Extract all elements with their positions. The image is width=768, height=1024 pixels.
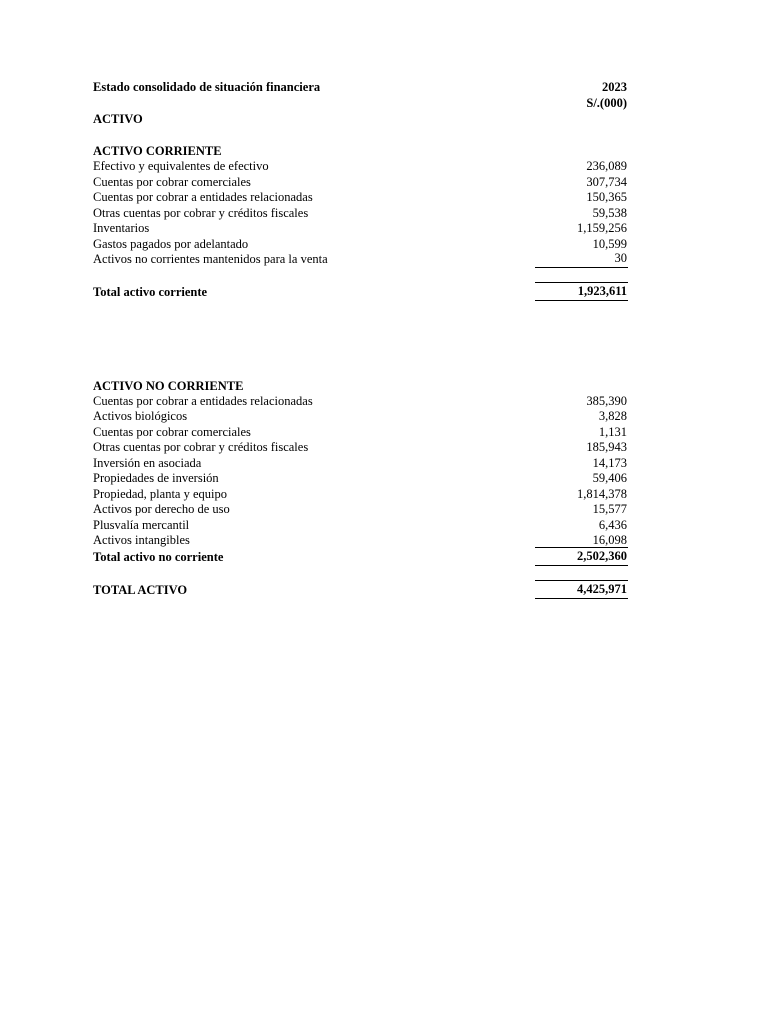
row-value: 3,828 [598, 409, 627, 423]
row-label: Propiedades de inversión [93, 471, 219, 485]
row-label: Efectivo y equivalentes de efectivo [93, 159, 269, 173]
table-row [93, 425, 628, 441]
grand-total-row [93, 582, 628, 599]
row-value: 15,577 [592, 502, 627, 516]
row-label: Activos por derecho de uso [93, 502, 230, 516]
table-row [93, 487, 628, 503]
row-value: 30 [535, 251, 628, 268]
table-row [93, 159, 628, 175]
table-row [93, 502, 628, 518]
noncurrent-assets-total-label: Total activo no corriente [93, 549, 224, 564]
row-value: 16,098 [592, 533, 627, 547]
row-value: 10,599 [592, 236, 627, 251]
statement-title: Estado consolidado de situación financiera [93, 80, 321, 94]
current-assets-rows [93, 159, 628, 268]
row-value: 1,814,378 [577, 486, 627, 501]
noncurrent-assets-heading: ACTIVO NO CORRIENTE [93, 378, 244, 393]
row-label: Activos no corrientes mantenidos para la venta [93, 252, 328, 266]
row-value: 150,365 [586, 190, 627, 204]
statement-unit-row [93, 96, 628, 112]
grand-total-label: TOTAL ACTIVO [93, 582, 188, 597]
row-label: Inversión en asociada [93, 455, 202, 470]
table-row [93, 190, 628, 206]
noncurrent-assets-total-value: 2,502,360 [535, 547, 628, 566]
financial-statement [93, 80, 628, 599]
row-value: 307,734 [586, 174, 627, 189]
statement-title-row [93, 80, 628, 96]
noncurrent-assets-rows [93, 394, 628, 549]
row-value: 14,173 [592, 455, 627, 470]
table-row [93, 518, 628, 534]
row-value: 1,131 [598, 424, 627, 439]
row-label: Propiedad, planta y equipo [93, 486, 227, 501]
table-row [93, 221, 628, 237]
noncurrent-assets-heading-row [93, 378, 628, 394]
table-row [93, 394, 628, 410]
row-label: Inventarios [93, 221, 150, 235]
table-row [93, 440, 628, 456]
row-label: Otras cuentas por cobrar y créditos fiscales [93, 440, 309, 454]
row-label: Plusvalía mercantil [93, 517, 190, 532]
row-value: 59,406 [592, 471, 627, 485]
row-value: 1,159,256 [577, 221, 627, 235]
current-assets-heading: ACTIVO CORRIENTE [93, 144, 222, 158]
row-label: Cuentas por cobrar a entidades relacionadas [93, 190, 313, 204]
row-value: 236,089 [586, 159, 627, 173]
row-value: 6,436 [598, 517, 627, 532]
row-label: Cuentas por cobrar a entidades relacionadas [93, 393, 313, 408]
current-assets-total-row [93, 284, 628, 301]
table-row [93, 237, 628, 253]
table-row [93, 409, 628, 425]
table-row [93, 175, 628, 191]
table-row [93, 252, 628, 268]
row-label: Cuentas por cobrar comerciales [93, 174, 251, 189]
statement-year: 2023 [602, 80, 627, 94]
current-assets-total-value: 1,923,611 [535, 282, 628, 301]
table-row [93, 456, 628, 472]
row-label: Otras cuentas por cobrar y créditos fiscales [93, 205, 309, 220]
row-label: Activos intangibles [93, 533, 190, 547]
current-assets-total-label: Total activo corriente [93, 284, 208, 299]
row-label: Gastos pagados por adelantado [93, 236, 249, 251]
row-value: 185,943 [586, 440, 627, 454]
table-row [93, 206, 628, 222]
row-value: 385,390 [586, 393, 627, 408]
row-value: 59,538 [592, 205, 627, 220]
section-title-row [93, 111, 628, 127]
section-title: ACTIVO [93, 112, 143, 126]
current-assets-heading-row [93, 143, 628, 159]
statement-unit: S/.(000) [586, 95, 627, 110]
noncurrent-assets-total-row [93, 549, 628, 566]
grand-total-value: 4,425,971 [535, 580, 628, 599]
table-row [93, 471, 628, 487]
row-label: Activos biológicos [93, 409, 188, 423]
row-label: Cuentas por cobrar comerciales [93, 424, 251, 439]
